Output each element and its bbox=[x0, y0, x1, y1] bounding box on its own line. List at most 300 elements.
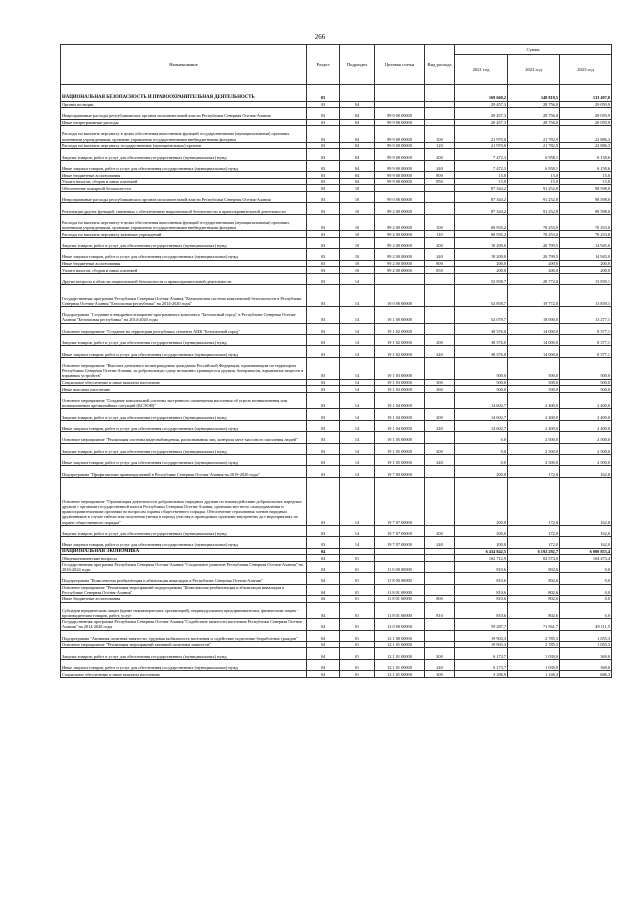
cell-section: 04 bbox=[307, 561, 340, 572]
cell-subsection: 14 bbox=[340, 392, 375, 409]
cell-section: 04 bbox=[307, 630, 340, 641]
cell-2023: 29 059,9 bbox=[560, 108, 612, 119]
cell-2021: 87 344,2 bbox=[455, 185, 508, 192]
cell-2021: 200,0 bbox=[455, 267, 508, 274]
cell-vr: 200 bbox=[425, 525, 455, 536]
cell-2023: 0,0 bbox=[560, 573, 612, 584]
cell-target: 11 8 01 00000 bbox=[375, 595, 425, 602]
cell-2022: 172,0 bbox=[508, 537, 560, 548]
cell-2023: 14 945,0 bbox=[560, 237, 612, 248]
cell-name: Основное мероприятие "Реализация системы видеонаблюдения, распознавания лиц, контроля мест массового скопления людей" bbox=[61, 432, 307, 443]
cell-vr bbox=[425, 357, 455, 379]
cell-2022: 70 253,0 bbox=[508, 214, 560, 231]
cell-subsection: 01 bbox=[340, 584, 375, 595]
table-row bbox=[61, 525, 612, 536]
cell-vr: 240 bbox=[425, 249, 455, 260]
cell-vr: 110 bbox=[425, 231, 455, 238]
cell-2022: 200,0 bbox=[508, 267, 560, 274]
cell-2021: 15,0 bbox=[455, 178, 508, 185]
cell-2021: 52 078,7 bbox=[455, 307, 508, 324]
cell-2021: 0,0 bbox=[455, 443, 508, 454]
cell-2021: 68 935,2 bbox=[455, 231, 508, 238]
cell-2023: 15,0 bbox=[560, 172, 612, 179]
cell-2021: 87 344,2 bbox=[455, 203, 508, 214]
cell-2021: 68 935,2 bbox=[455, 214, 508, 231]
cell-target: 99 2 00 00000 bbox=[375, 214, 425, 231]
cell-subsection: 01 bbox=[340, 659, 375, 670]
cell-vr bbox=[425, 307, 455, 324]
cell-subsection: 10 bbox=[340, 260, 375, 267]
cell-2023: 2 500,0 bbox=[560, 432, 612, 443]
table-row bbox=[61, 561, 612, 572]
header-name: Наименование bbox=[61, 45, 307, 85]
cell-subsection: 01 bbox=[340, 630, 375, 641]
cell-2022: 802,6 bbox=[508, 584, 560, 595]
cell-name: Субсидии юридическим лицам (кроме некоммерческих организаций), индивидуальным предпринимателям, физическим лицам - производителям товаров, работ, услуг bbox=[61, 602, 307, 619]
cell-2021: 29 457,3 bbox=[455, 108, 508, 119]
cell-2021: 6 173,7 bbox=[455, 648, 508, 659]
cell-name: Иные выплаты населению bbox=[61, 386, 307, 393]
table-row bbox=[61, 584, 612, 595]
cell-target: 99 9 00 00000 bbox=[375, 149, 425, 160]
cell-vr: 810 bbox=[425, 602, 455, 619]
cell-target: 11 8 01 00000 bbox=[375, 584, 425, 595]
table-row bbox=[61, 149, 612, 160]
cell-2023: 2 400,0 bbox=[560, 409, 612, 420]
cell-2023: 500,0 bbox=[560, 379, 612, 386]
cell-2022: 1 039,0 bbox=[508, 648, 560, 659]
cell-target: 19 1 05 00000 bbox=[375, 432, 425, 443]
cell-vr: 200 bbox=[425, 648, 455, 659]
cell-2023: 70 253,0 bbox=[560, 214, 612, 231]
cell-target: 19 7 07 00000 bbox=[375, 525, 425, 536]
cell-subsection: 10 bbox=[340, 185, 375, 192]
cell-2022: 20 799,5 bbox=[508, 249, 560, 260]
header-2021: 2021 год bbox=[455, 55, 508, 85]
cell-section: 03 bbox=[307, 409, 340, 420]
cell-target: 19 1 05 00000 bbox=[375, 443, 425, 454]
cell-subsection: 10 bbox=[340, 191, 375, 202]
table-row bbox=[61, 126, 612, 143]
cell-name: Иные закупки товаров, работ и услуг для обеспечения государственных (муниципальных) нужд bbox=[61, 659, 307, 670]
cell-2022: 28 756,0 bbox=[508, 101, 560, 108]
cell-target: 99 2 00 00000 bbox=[375, 231, 425, 238]
cell-section: 03 bbox=[307, 335, 340, 346]
cell-target: 19 1 03 00000 bbox=[375, 357, 425, 379]
cell-section: 03 bbox=[307, 443, 340, 454]
cell-section: 04 bbox=[307, 659, 340, 670]
cell-subsection: 01 bbox=[340, 671, 375, 678]
cell-2023: 369,0 bbox=[560, 659, 612, 670]
cell-target: 99 2 00 00000 bbox=[375, 267, 425, 274]
cell-target bbox=[375, 548, 425, 555]
cell-2022: 500,0 bbox=[508, 357, 560, 379]
cell-section: 04 bbox=[307, 555, 340, 562]
header-subsection: Подраздел bbox=[340, 45, 375, 85]
cell-name: Реализация других функций, связанных с обеспечением национальной безопасности и правоохранительной деятельности bbox=[61, 203, 307, 214]
cell-2022: 20 799,5 bbox=[508, 237, 560, 248]
cell-subsection: 04 bbox=[340, 108, 375, 119]
cell-name: Основное мероприятие "Выплата денежного вознаграждения гражданам Российской Федерации, проживающим на территории Республики Северная Осетия-Алания, за добровольную сдачу незаконно хранящегося оружия, боеприпасов, взрывчатых веществ и взрывных устройств" bbox=[61, 357, 307, 379]
cell-target bbox=[375, 101, 425, 108]
cell-2022: 91 252,8 bbox=[508, 203, 560, 214]
cell-2022: 1 146,3 bbox=[508, 671, 560, 678]
cell-name: Общеэкономические вопросы bbox=[61, 555, 307, 562]
cell-name: Уплата налогов, сборов и иных платежей bbox=[61, 178, 307, 185]
cell-2022: 200,0 bbox=[508, 260, 560, 267]
cell-name: Государственная программа Республики Северная Осетия-Алания "Социальное развитие Республики Северная Осетия-Алания" на 2016-2024 годы bbox=[61, 561, 307, 572]
cell-section: 03 bbox=[307, 379, 340, 386]
cell-name: Основное мероприятие "Организация деятельности добровольных народных дружин по взаимодействию добровольных народных дружин с органами государственной власти Республики Северная Осетия-Алания, органами местного самоуправления и правоохранительными органами по вопросам охраны общественного порядка. Обеспечение страхования членов народных дружинников в случае гибели или получения увечья в период участия в проводимых органами внутренних дел мероприятиях по охране общественного порядка" bbox=[61, 477, 307, 525]
cell-2022: 802,6 bbox=[508, 573, 560, 584]
cell-2021: 102 712,9 bbox=[455, 555, 508, 562]
cell-subsection: 01 bbox=[340, 555, 375, 562]
cell-section: 03 bbox=[307, 537, 340, 548]
cell-target: 19 7 07 00000 bbox=[375, 537, 425, 548]
cell-subsection: 14 bbox=[340, 432, 375, 443]
cell-vr: 850 bbox=[425, 267, 455, 274]
cell-2023: 13 839,1 bbox=[560, 273, 612, 284]
cell-2021: 500,0 bbox=[455, 386, 508, 393]
cell-2021: 19 903,3 bbox=[455, 641, 508, 648]
cell-subsection: 14 bbox=[340, 346, 375, 357]
cell-section: 04 bbox=[307, 619, 340, 630]
table-row bbox=[61, 249, 612, 260]
cell-name: Иные закупки товаров, работ и услуг для обеспечения государственных (муниципальных) нужд bbox=[61, 420, 307, 431]
cell-subsection: 04 bbox=[340, 172, 375, 179]
cell-vr: 120 bbox=[425, 142, 455, 149]
cell-2022: 91 252,8 bbox=[508, 185, 560, 192]
table-row bbox=[61, 142, 612, 149]
cell-2022: 2 400,0 bbox=[508, 420, 560, 431]
cell-target: 11 0 00 00000 bbox=[375, 561, 425, 572]
cell-vr bbox=[425, 477, 455, 525]
cell-2023: 133 407,0 bbox=[560, 85, 612, 102]
header-vr: Вид расхода bbox=[425, 45, 455, 85]
cell-subsection: 10 bbox=[340, 249, 375, 260]
cell-subsection: 14 bbox=[340, 386, 375, 393]
cell-subsection bbox=[340, 85, 375, 102]
cell-subsection: 10 bbox=[340, 267, 375, 274]
cell-target bbox=[375, 85, 425, 102]
cell-name: Иные закупки товаров, работ и услуг для обеспечения государственных (муниципальных) нужд bbox=[61, 346, 307, 357]
cell-2021: 169 660,2 bbox=[455, 85, 508, 102]
cell-2021: 6 434 842,5 bbox=[455, 548, 508, 555]
cell-name: Непрограммные расходы республиканских органов исполнительной власти Республики Северная Осетия-Алания bbox=[61, 191, 307, 202]
cell-subsection: 04 bbox=[340, 119, 375, 126]
cell-2023: 8 377,1 bbox=[560, 323, 612, 334]
table-row bbox=[61, 648, 612, 659]
cell-vr bbox=[425, 85, 455, 102]
cell-section: 04 bbox=[307, 548, 340, 555]
cell-vr bbox=[425, 584, 455, 595]
cell-subsection: 14 bbox=[340, 525, 375, 536]
cell-vr: 850 bbox=[425, 178, 455, 185]
cell-name: Иные непрограммные расходы bbox=[61, 119, 307, 126]
cell-2021: 810,6 bbox=[455, 573, 508, 584]
cell-2021: 15,0 bbox=[455, 172, 508, 179]
cell-vr bbox=[425, 101, 455, 108]
cell-subsection: 14 bbox=[340, 357, 375, 379]
cell-subsection: 14 bbox=[340, 477, 375, 525]
cell-2023: 0,0 bbox=[560, 602, 612, 619]
cell-vr: 200 bbox=[425, 237, 455, 248]
cell-name: Подпрограмма "Активная политика занятости, трудовая мобильность населения и содействие подготовке безработных граждан" bbox=[61, 630, 307, 641]
cell-2022: 500,0 bbox=[508, 386, 560, 393]
table-row bbox=[61, 619, 612, 630]
cell-section: 03 bbox=[307, 126, 340, 143]
cell-subsection: 04 bbox=[340, 142, 375, 149]
cell-target: 99 9 00 00000 bbox=[375, 142, 425, 149]
cell-2022: 2 785,3 bbox=[508, 630, 560, 641]
cell-section: 04 bbox=[307, 573, 340, 584]
cell-section: 04 bbox=[307, 648, 340, 659]
cell-2021: 810,6 bbox=[455, 602, 508, 619]
cell-2022: 172,0 bbox=[508, 525, 560, 536]
cell-name: Другие вопросы в области национальной безопасности и правоохранительной деятельности bbox=[61, 273, 307, 284]
cell-subsection: 04 bbox=[340, 160, 375, 171]
cell-name: Расходы на выплаты персоналу казенных учреждений bbox=[61, 231, 307, 238]
cell-target bbox=[375, 185, 425, 192]
header-sum: Сумма bbox=[455, 45, 612, 55]
table-row bbox=[61, 346, 612, 357]
cell-section: 04 bbox=[307, 595, 340, 602]
table-row bbox=[61, 273, 612, 284]
cell-target: 12 1 01 00000 bbox=[375, 641, 425, 648]
cell-name: Закупка товаров, работ и услуг для обеспечения государственных (муниципальных) нужд bbox=[61, 409, 307, 420]
cell-2023: 6 158,6 bbox=[560, 149, 612, 160]
table-row bbox=[61, 659, 612, 670]
cell-vr bbox=[425, 548, 455, 555]
table-body bbox=[61, 85, 612, 678]
cell-name: Расходы на выплаты персоналу в целях обеспечения выполнения функций государственными (муниципальными) органами, казенными учреждениями, органами управления государственными внебюджетными фондами bbox=[61, 126, 307, 143]
cell-name: Иные закупки товаров, работ и услуг для обеспечения государственных (муниципальных) нужд bbox=[61, 249, 307, 260]
cell-2023: 13 839,1 bbox=[560, 285, 612, 307]
table-row bbox=[61, 119, 612, 126]
table-row bbox=[61, 260, 612, 267]
cell-2021: 29 457,3 bbox=[455, 101, 508, 108]
cell-vr: 100 bbox=[425, 214, 455, 231]
cell-subsection: 01 bbox=[340, 595, 375, 602]
table-row bbox=[61, 386, 612, 393]
cell-target bbox=[375, 273, 425, 284]
cell-subsection: 04 bbox=[340, 126, 375, 143]
cell-vr bbox=[425, 555, 455, 562]
table-row bbox=[61, 178, 612, 185]
cell-2021: 200,0 bbox=[455, 537, 508, 548]
cell-2023: 15,0 bbox=[560, 178, 612, 185]
cell-section: 03 bbox=[307, 203, 340, 214]
cell-section: 03 bbox=[307, 185, 340, 192]
cell-vr: 240 bbox=[425, 420, 455, 431]
cell-target: 19 0 00 00000 bbox=[375, 285, 425, 307]
header-target: Целевая статья bbox=[375, 45, 425, 85]
cell-2022: 21 782,9 bbox=[508, 126, 560, 143]
table-row bbox=[61, 237, 612, 248]
cell-2021: 38 576,0 bbox=[455, 346, 508, 357]
table-row bbox=[61, 185, 612, 192]
cell-section: 03 bbox=[307, 191, 340, 202]
cell-section: 03 bbox=[307, 307, 340, 324]
cell-section: 03 bbox=[307, 273, 340, 284]
page-number: 266 bbox=[314, 33, 326, 41]
cell-2023: 98 598,0 bbox=[560, 185, 612, 192]
cell-target: 19 7 00 00000 bbox=[375, 466, 425, 477]
cell-subsection: 10 bbox=[340, 214, 375, 231]
cell-2021: 200,0 bbox=[455, 477, 508, 525]
cell-target: 19 1 03 00000 bbox=[375, 379, 425, 386]
cell-2022: 19 772,0 bbox=[508, 285, 560, 307]
cell-2023: 686,3 bbox=[560, 671, 612, 678]
cell-2022: 28 756,0 bbox=[508, 108, 560, 119]
cell-2021: 38 576,0 bbox=[455, 323, 508, 334]
cell-2021: 0,0 bbox=[455, 432, 508, 443]
cell-2023: 162,0 bbox=[560, 525, 612, 536]
cell-subsection: 14 bbox=[340, 323, 375, 334]
header-section: Раздел bbox=[307, 45, 340, 85]
cell-2022: 6 958,1 bbox=[508, 149, 560, 160]
cell-name: Закупка товаров, работ и услуг для обеспечения государственных (муниципальных) нужд bbox=[61, 335, 307, 346]
cell-vr bbox=[425, 630, 455, 641]
cell-vr bbox=[425, 466, 455, 477]
cell-target: 99 9 00 00000 bbox=[375, 178, 425, 185]
cell-subsection: 10 bbox=[340, 231, 375, 238]
cell-2022: 6 958,1 bbox=[508, 160, 560, 171]
cell-2022: 15,0 bbox=[508, 172, 560, 179]
cell-section: 03 bbox=[307, 172, 340, 179]
cell-section: 03 bbox=[307, 466, 340, 477]
cell-target: 11 8 01 00000 bbox=[375, 602, 425, 619]
cell-section: 03 bbox=[307, 260, 340, 267]
cell-section: 03 bbox=[307, 119, 340, 126]
cell-target: 99 9 00 00000 bbox=[375, 160, 425, 171]
table-row bbox=[61, 555, 612, 562]
table-row bbox=[61, 267, 612, 274]
cell-section: 03 bbox=[307, 386, 340, 393]
cell-vr: 800 bbox=[425, 172, 455, 179]
cell-target: 12 0 00 00000 bbox=[375, 619, 425, 630]
table-row bbox=[61, 630, 612, 641]
cell-2021: 18 209,0 bbox=[455, 237, 508, 248]
cell-2022: 28 756,0 bbox=[508, 119, 560, 126]
cell-vr: 300 bbox=[425, 379, 455, 386]
cell-target: 99 2 00 00000 bbox=[375, 203, 425, 214]
cell-name: Подпрограмма "Создание и внедрение аппаратно-программного комплекса "Безопасный город" в Республике Северная Осетия-Алания "Безопасная республика" на 2014-2020 годы bbox=[61, 307, 307, 324]
cell-name: Социальное обеспечение и иные выплаты населению bbox=[61, 671, 307, 678]
cell-2023: 369,0 bbox=[560, 648, 612, 659]
cell-section: 03 bbox=[307, 357, 340, 379]
cell-vr: 100 bbox=[425, 126, 455, 143]
cell-2023: 104 473,4 bbox=[560, 555, 612, 562]
cell-target: 11 8 00 00000 bbox=[375, 573, 425, 584]
cell-2021: 200,0 bbox=[455, 525, 508, 536]
cell-2022: 14 000,0 bbox=[508, 346, 560, 357]
cell-2023: 22 886,3 bbox=[560, 126, 612, 143]
cell-subsection: 01 bbox=[340, 561, 375, 572]
cell-name: Закупка товаров, работ и услуг для обеспечения государственных (муниципальных) нужд bbox=[61, 443, 307, 454]
cell-subsection: 14 bbox=[340, 285, 375, 307]
cell-target bbox=[375, 555, 425, 562]
section-row bbox=[61, 85, 612, 102]
cell-name: Иные бюджетные ассигнования bbox=[61, 595, 307, 602]
header-2022: 2022 год bbox=[508, 55, 560, 85]
cell-vr: 200 bbox=[425, 149, 455, 160]
cell-2022: 802,6 bbox=[508, 602, 560, 619]
cell-2023: 70 253,0 bbox=[560, 231, 612, 238]
cell-name: Государственная программа Республики Северная Осетия-Алания "Содействие занятости населения Республики Северная Осетия-Алания" на 2014-2020 годы bbox=[61, 619, 307, 630]
cell-name: Основное мероприятие "Реализация мероприятий подпрограммы "Комплексная реабилитация и абилитация инвалидов в Республике Северная Осетия-Алания" bbox=[61, 584, 307, 595]
cell-section: 03 bbox=[307, 214, 340, 231]
cell-section: 03 bbox=[307, 420, 340, 431]
cell-2023: 162,0 bbox=[560, 477, 612, 525]
cell-name: Иные закупки товаров, работ и услуг для обеспечения государственных (муниципальных) нужд bbox=[61, 537, 307, 548]
cell-vr: 800 bbox=[425, 260, 455, 267]
table-row bbox=[61, 537, 612, 548]
cell-2023: 500,0 bbox=[560, 386, 612, 393]
cell-vr bbox=[425, 641, 455, 648]
cell-subsection bbox=[340, 548, 375, 555]
table-row bbox=[61, 108, 612, 119]
cell-name: Основное мероприятие "Создание на территории республики сегмента АПК "Безопасный город" bbox=[61, 323, 307, 334]
cell-2022: 71 561,7 bbox=[508, 619, 560, 630]
cell-target: 19 1 00 00000 bbox=[375, 307, 425, 324]
cell-subsection: 10 bbox=[340, 237, 375, 248]
cell-name: НАЦИОНАЛЬНАЯ БЕЗОПАСНОСТЬ И ПРАВООХРАНИТЕЛЬНАЯ ДЕЯТЕЛЬНОСТЬ bbox=[61, 85, 307, 102]
cell-vr: 200 bbox=[425, 443, 455, 454]
cell-2021: 500,0 bbox=[455, 379, 508, 386]
cell-vr bbox=[425, 392, 455, 409]
cell-section: 03 bbox=[307, 231, 340, 238]
cell-2022: 2 400,0 bbox=[508, 392, 560, 409]
cell-2022: 172,0 bbox=[508, 477, 560, 525]
cell-target: 99 0 00 00000 bbox=[375, 108, 425, 119]
cell-subsection: 14 bbox=[340, 466, 375, 477]
cell-2021: 7 472,3 bbox=[455, 149, 508, 160]
cell-name: Уплата налогов, сборов и иных платежей bbox=[61, 267, 307, 274]
cell-2023: 200,0 bbox=[560, 260, 612, 267]
cell-target: 12 1 01 00000 bbox=[375, 659, 425, 670]
cell-2023: 98 598,0 bbox=[560, 203, 612, 214]
cell-vr bbox=[425, 203, 455, 214]
cell-section: 03 bbox=[307, 285, 340, 307]
cell-2021: 52 858,7 bbox=[455, 273, 508, 284]
cell-section: 03 bbox=[307, 432, 340, 443]
cell-2021: 14 602,7 bbox=[455, 392, 508, 409]
cell-section: 03 bbox=[307, 160, 340, 171]
cell-2023: 2 400,0 bbox=[560, 420, 612, 431]
cell-2022: 14 000,0 bbox=[508, 323, 560, 334]
cell-2021: 59 287,7 bbox=[455, 619, 508, 630]
table-row bbox=[61, 357, 612, 379]
cell-2023: 200,0 bbox=[560, 267, 612, 274]
cell-subsection: 14 bbox=[340, 335, 375, 346]
cell-target: 99 0 00 00000 bbox=[375, 191, 425, 202]
cell-section: 03 bbox=[307, 249, 340, 260]
cell-2021: 810,6 bbox=[455, 561, 508, 572]
table-row bbox=[61, 477, 612, 525]
table-row bbox=[61, 335, 612, 346]
cell-vr bbox=[425, 191, 455, 202]
table-row bbox=[61, 595, 612, 602]
cell-target: 19 1 04 00000 bbox=[375, 392, 425, 409]
cell-section: 03 bbox=[307, 267, 340, 274]
table-row bbox=[61, 466, 612, 477]
cell-2021: 38 576,0 bbox=[455, 335, 508, 346]
cell-subsection: 04 bbox=[340, 149, 375, 160]
cell-subsection: 14 bbox=[340, 537, 375, 548]
cell-2022: 28 772,0 bbox=[508, 273, 560, 284]
cell-2022: 148 818,5 bbox=[508, 85, 560, 102]
